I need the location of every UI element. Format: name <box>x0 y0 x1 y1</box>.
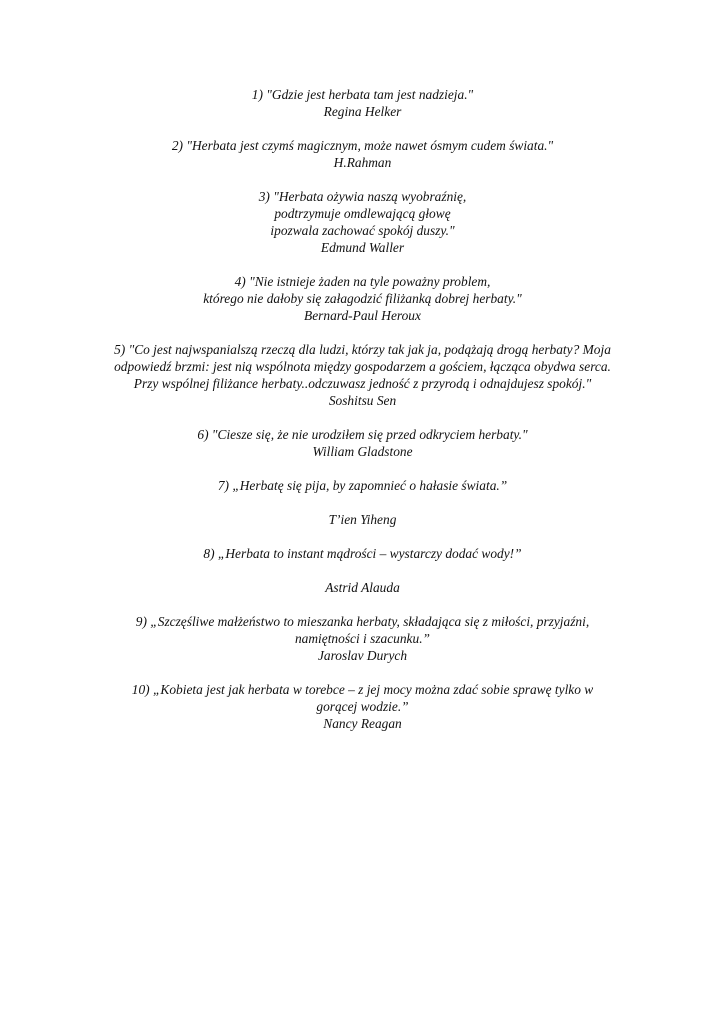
quote-author: H.Rahman <box>333 155 392 170</box>
blank-line <box>60 562 665 579</box>
quote-text-line: 2) "Herbata jest czymś magicznym, może nawet ósmym cudem świata." <box>171 138 554 153</box>
quote-text-line: 5) "Co jest najwspanialszą rzeczą dla ludzi, którzy tak jak ja, podążają drogą herbaty? Moja <box>114 342 611 357</box>
quote-10 <box>60 681 665 732</box>
quote-author: Edmund Waller <box>320 240 405 255</box>
quote-author: T’ien Yiheng <box>328 512 397 527</box>
quote-text-line: Przy wspólnej filiżance herbaty..odczuwasz jedność z przyrodą i odnajdujesz spokój." <box>133 376 592 391</box>
quote-7 <box>60 477 665 528</box>
quote-text-line: ipozwala zachować spokój duszy." <box>270 223 455 238</box>
quote-text-line: gorącej wodzie.” <box>316 699 409 714</box>
quote-author: Nancy Reagan <box>323 716 402 731</box>
quote-author: Soshitsu Sen <box>328 393 397 408</box>
quote-4 <box>60 273 665 324</box>
quote-author: Astrid Alauda <box>325 580 400 595</box>
quote-text-line: 10) „Kobieta jest jak herbata w torebce – z jej mocy można zdać sobie sprawę tylko w <box>131 682 594 697</box>
quote-5 <box>60 341 665 409</box>
quote-8 <box>60 545 665 596</box>
quote-author: Bernard-Paul Heroux <box>304 308 421 323</box>
quote-3 <box>60 188 665 256</box>
quote-text-line: 9) „Szczęśliwe małżeństwo to mieszanka herbaty, składająca się z miłości, przyjaźni, <box>135 614 590 629</box>
blank-line <box>60 494 665 511</box>
quote-text-line: 8) „Herbata to instant mądrości – wystarczy dodać wody!” <box>203 546 522 561</box>
quote-author: Jaroslav Durych <box>317 648 408 663</box>
quote-text-line: 1) "Gdzie jest herbata tam jest nadzieja." <box>251 87 474 102</box>
quote-1 <box>60 86 665 120</box>
quote-6 <box>60 426 665 460</box>
quote-text-line: którego nie dałoby się załagodzić filiżanką dobrej herbaty." <box>203 291 522 306</box>
quote-text-line: 6) "Ciesze się, że nie urodziłem się przed odkryciem herbaty." <box>197 427 528 442</box>
quote-text-line: odpowiedź brzmi: jest nią wspólnota między gospodarzem a gościem, łącząca obydwa serca. <box>114 359 611 374</box>
quote-2 <box>60 137 665 171</box>
quote-text-line: 7) „Herbatę się pija, by zapomnieć o hałasie świata.” <box>217 478 508 493</box>
quote-author: Regina Helker <box>323 104 402 119</box>
quote-9 <box>60 613 665 664</box>
quotes-document <box>60 86 665 749</box>
quote-text-line: podtrzymuje omdlewającą głowę <box>274 206 451 221</box>
quote-author: William Gladstone <box>312 444 413 459</box>
quote-text-line: 3) "Herbata ożywia naszą wyobraźnię, <box>258 189 467 204</box>
quote-text-line: 4) "Nie istnieje żaden na tyle poważny problem, <box>234 274 491 289</box>
quote-text-line: namiętności i szacunku.” <box>294 631 430 646</box>
